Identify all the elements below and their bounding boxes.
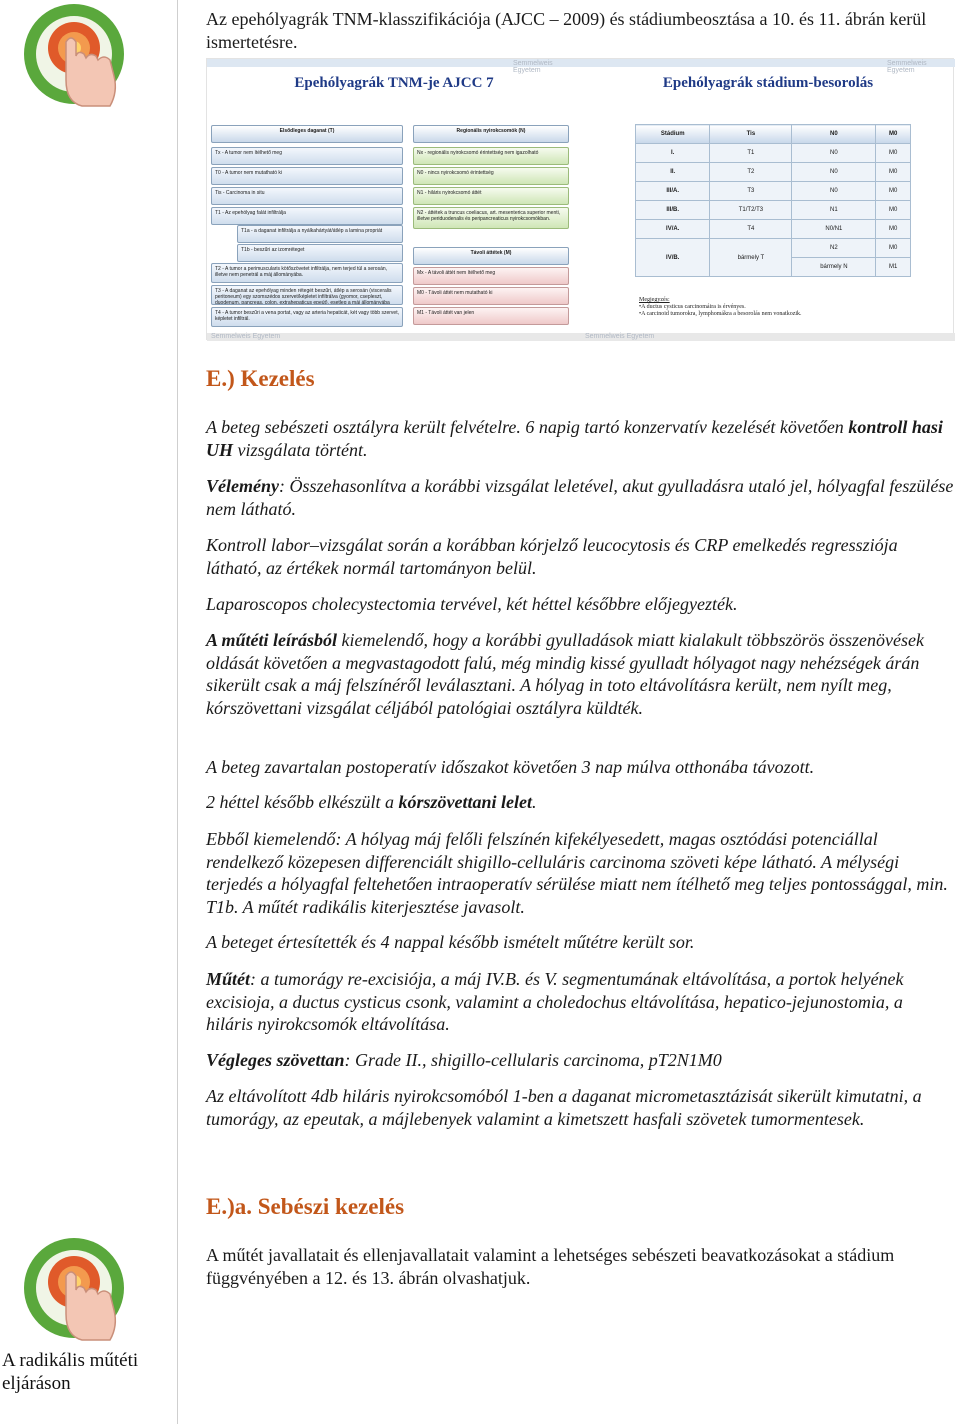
table-cell: IV/B. [636, 239, 710, 277]
t-item: Tx - A tumor nem ítélhető meg [211, 147, 403, 165]
note-item: •A carcinoid tumorokra, lymphomákra a besorolás nem vonatkozik. [639, 311, 802, 317]
table-header-cell: M0 [876, 125, 911, 144]
paragraph: Ebből kiemelendő: A hólyag máj felőli felszínén kifekélyesedett, magas osztódási potenciállal rendelkező közepesen differenciált shigillo-celluláris carcinoma szöveti képe látható. A mélységi terjedés a hólyagfal feltehetően intraoperatív sérülése miatt nem ítélhető meg teljes pontossággal, min. T1b. A műtét radikális kiterjesztése javasolt. [206, 829, 948, 917]
table-cell: N2 [792, 239, 876, 258]
m-item: M1 - Távoli áttét van jelen [413, 307, 569, 325]
paragraph: A műtét javallatait és ellenjavallatait valamint a lehetséges sebészeti beavatkozásokat a stádium függvényében a 12. és 13. ábrán olvashatjuk. [206, 1245, 895, 1288]
watermark: Semmelweis Egyetem [211, 333, 281, 340]
paragraph: Végleges szövettan: Grade II., shigillo-cellularis carcinoma, pT2N1M0 [206, 1050, 722, 1070]
n-item: N1 - hiláris nyirokcsomó áttét [413, 187, 569, 205]
tnm-panel [207, 59, 581, 341]
n-item: N0 - nincs nyirokcsomó érintettség [413, 167, 569, 185]
paragraph: A beteg zavartalan postoperatív időszakot követően 3 nap múlva otthonába távozott. [206, 757, 815, 777]
table-cell: M0 [876, 163, 911, 182]
table-row [636, 239, 911, 258]
hand-touch-logo-icon [18, 1236, 130, 1342]
t-item: T4 - A tumor beszűri a vena portat, vagy az arteria hepaticát, két vagy több szervet, képletet infiltrál. [211, 307, 403, 327]
table-cell: II. [636, 163, 710, 182]
table-cell: III/A. [636, 182, 710, 201]
table-cell: III/B. [636, 201, 710, 220]
table-cell: M0 [876, 239, 911, 258]
table-cell: N0/N1 [792, 220, 876, 239]
n-header: Regionális nyirokcsomók (N) [413, 125, 569, 143]
paragraph: Műtét: a tumorágy re-excisiója, a máj IV.B. és V. segmentumának eltávolítása, a portok helyének excisioja, a ductus cysticus csonk, valamint a choledochus eltávolítása, hepatico-jejunostomia, a hiláris nyirokcsomók eltávolítása. [206, 969, 904, 1034]
note-item: •A ductus cysticus carcinomáira is érvényes. [639, 304, 746, 310]
t-item: T3 - A daganat az epehólyag minden rétegét beszűri, átlép a serosán (visceralis peritoneum) egy szomszédos szervet/képletet infiltrálva (gyomor, csepleszt, duodenum, pancreas, colon, extrahepaticus epeút), esetleg a máj állományába [211, 285, 403, 305]
table-cell: N0 [792, 182, 876, 201]
sidebar-divider [177, 0, 178, 1424]
table-cell: bármely N [792, 258, 876, 277]
m-header: Távoli áttétek (M) [413, 247, 569, 265]
paragraph: Kontroll labor–vizsgálat során a korábban kórjelző leucocytosis és CRP emelkedés regressziója látható, az értékek normál tartományon belül. [206, 535, 898, 578]
table-header-cell: N0 [792, 125, 876, 144]
t-item: T1 - Az epehólyag falát infiltrálja [211, 207, 403, 225]
section-heading: E.) Kezelés [206, 366, 315, 391]
t-item: Tis - Carcinoma in situ [211, 187, 403, 205]
table-cell: M0 [876, 144, 911, 163]
table-cell: T3 [710, 182, 792, 201]
table-cell: M0 [876, 201, 911, 220]
t-item: T0 - A tumor nem mutatható ki [211, 167, 403, 185]
watermark: Semmelweis Egyetem [513, 60, 553, 74]
table-cell: I. [636, 144, 710, 163]
m-item: Mx - A távoli áttét nem ítélhető meg [413, 267, 569, 285]
paragraph: Vélemény: Összehasonlítva a korábbi vizsgálat leletével, akut gyulladásra utaló jel, hólyagfal feszülése nem látható. [206, 476, 954, 519]
table-cell: IV/A. [636, 220, 710, 239]
watermark: Semmelweis Egyetem [585, 333, 655, 340]
table-cell: N0 [792, 163, 876, 182]
table-header-cell: Tis [710, 125, 792, 144]
table-cell: T1 [710, 144, 792, 163]
paragraph: A műtéti leírásból kiemelendő, hogy a korábbi gyulladások miatt kialakult többszörös összenövések oldását követően a megvastagodott falú, még mindig kissé gyulladt hólyagot nagy nehézségek árán sikerült csak a máj felszínéről leválasztani. A hólyag in toto eltávolításra került, nem nyílt meg, kórszövettani vizsgálat céljából patológiai osztályra küldték. [206, 630, 924, 718]
t-header: Elsődleges daganat (T) [211, 125, 403, 143]
table-cell: T2 [710, 163, 792, 182]
paragraph: A beteg sebészeti osztályra került felvételre. 6 napig tartó konzervatív kezelését követően kontroll hasi UH vizsgálata történt. [206, 417, 943, 460]
m-item: M0 - Távoli áttét nem mutatható ki [413, 287, 569, 305]
t-item: T1a - a daganat infiltrálja a nyálkahártyát/átlép a lamina propriát [237, 225, 403, 243]
table-cell: T1/T2/T3 [710, 201, 792, 220]
table-cell: N1 [792, 201, 876, 220]
n-item: Nx - regionális nyirokcsomó érintettség nem igazolható [413, 147, 569, 165]
hand-touch-logo-icon [18, 2, 130, 108]
watermark: Semmelweis Egyetem [887, 60, 927, 74]
table-row [636, 182, 911, 201]
stage-table [635, 124, 911, 277]
paragraph: A beteget értesítették és 4 nappal később ismételt műtétre került sor. [206, 932, 695, 952]
sidebar-label: A radikális műtéti eljáráson [2, 1350, 139, 1394]
paragraph: Laparoscopos cholecystectomia tervével, két héttel későbbre előjegyezték. [206, 594, 738, 614]
table-cell: M0 [876, 182, 911, 201]
table-row [636, 144, 911, 163]
section-heading: E.)a. Sebészi kezelés [206, 1194, 405, 1219]
table-row [636, 220, 911, 239]
table-row [636, 201, 911, 220]
n-item: N2 - áttétek a truncus coeliacus, art. mesenterica superior menti, illetve periduodenalis és peripancreaticus nyirokcsomókban. [413, 207, 569, 229]
tnm-figure [206, 58, 954, 340]
table-row [636, 125, 911, 144]
table-header-cell: Stádium [636, 125, 710, 144]
notes-title: Megjegyzés: [639, 297, 670, 303]
table-cell: M0 [876, 220, 911, 239]
table-cell: N0 [792, 144, 876, 163]
t-item: T1b - beszűri az izomréteget [237, 244, 403, 262]
table-cell: bármely T [710, 239, 792, 277]
stage-notes [639, 297, 919, 318]
tnm-title: Epehólyagrák TNM-je AJCC 7 [294, 75, 494, 91]
paragraph: Az eltávolított 4db hiláris nyirokcsomóból 1-ben a daganat micrometasztázisát sikerült kimutatni, a tumorágy, az epeutak, a májlebenyek valamint a kimetszett hasfali szövetek tumormentesek. [206, 1086, 922, 1129]
table-row [636, 163, 911, 182]
table-cell: T4 [710, 220, 792, 239]
sidebar [0, 0, 178, 1424]
t-item: T2 - A tumor a perimuscularis kötőszövetet infiltrálja, nem terjed túl a serosán, illetve nem penetrál a máj állományába. [211, 263, 403, 283]
table-cell: M1 [876, 258, 911, 277]
paragraph: 2 héttel később elkészült a kórszövettani lelet. [206, 792, 537, 812]
stage-title: Epehólyagrák stádium-besorolás [662, 75, 874, 91]
intro-paragraph: Az epehólyagrák TNM-klasszifikációja (AJCC – 2009) és stádiumbeosztása a 10. és 11. ábrán kerül ismertetésre. [206, 9, 927, 52]
